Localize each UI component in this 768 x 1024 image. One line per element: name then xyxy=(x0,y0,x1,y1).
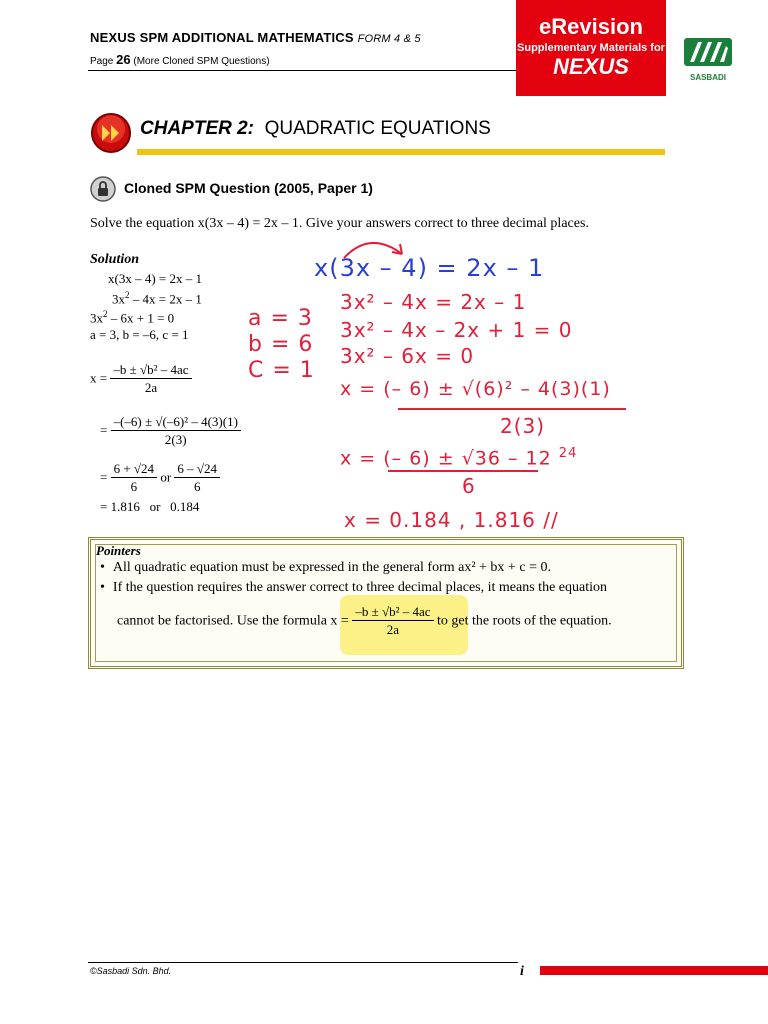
solution-heading: Solution xyxy=(90,252,140,267)
erevision-title: eRevision xyxy=(539,14,643,39)
handwritten-line-8: 6 xyxy=(462,474,476,498)
page-info xyxy=(90,52,270,67)
solution-line-1: x(3x – 4) = 2x – 1 xyxy=(108,271,202,286)
sasbadi-logo xyxy=(680,34,736,82)
supplementary-label: Supplementary Materials for xyxy=(517,42,665,54)
sasbadi-logo-mark xyxy=(682,34,734,68)
page-roman: i xyxy=(520,964,524,979)
simplified-step: = $\frac{6 + √24}{6}$ or $\frac{6 - √24}{6}$ xyxy=(100,461,220,496)
pointers-heading: Pointers xyxy=(96,543,141,558)
handwritten-line-7: x = (– 6) ± √36 – 12 $^{24}$ xyxy=(340,446,578,470)
question-heading: Cloned SPM Question (2005, Paper 1) xyxy=(124,180,373,196)
handwritten-fraction-bar-2 xyxy=(388,470,538,472)
footer-rule xyxy=(88,962,518,963)
header-title xyxy=(90,30,421,45)
handwritten-line-5: x = (– 6) ± √(6)² – 4(3)(1) xyxy=(340,378,611,400)
handwritten-line-6: 2(3) xyxy=(500,414,546,438)
handwritten-a: a = 3 xyxy=(248,306,313,331)
chapter-label: CHAPTER 2: xyxy=(140,118,255,139)
handwritten-line-2: 3x² – 4x = 2x – 1 xyxy=(340,290,527,314)
question-text: Solve the equation x(3x – 4) = 2x – 1. Give your answers correct to three decimal places. xyxy=(90,216,589,231)
handwritten-fraction-bar-1 xyxy=(398,408,626,410)
solution-line-2: $3x^2 - 4x = 2x - 1$ xyxy=(112,290,202,307)
handwritten-line-3: 3x² – 4x – 2x + 1 = 0 xyxy=(340,318,573,342)
footer-bar xyxy=(540,966,768,975)
pointer-bullet-2-cont: cannot be factorised. Use the formula x = $\frac{\text{–b ± √b² – 4ac}}{2a}$ to get the roots of the equation. xyxy=(117,604,612,637)
solution-line-4: a = 3, b = –6, c = 1 xyxy=(90,327,189,342)
final-answer: = 1.816 or 0.184 xyxy=(100,499,200,514)
page-note: (More Cloned SPM Questions) xyxy=(133,56,270,67)
substitution-step: = $\frac{\text{–(–6) ± √(–6)² – 4(3)(1)}}{2(3)}$ xyxy=(100,414,241,449)
form-label: FORM 4 & 5 xyxy=(357,33,421,45)
page-label: Page xyxy=(90,56,114,67)
copyright: ©Sasbadi Sdn. Bhd. xyxy=(90,966,172,976)
chapter-icon xyxy=(90,112,132,159)
erevision-banner xyxy=(516,0,666,96)
header-rule xyxy=(88,70,518,71)
handwritten-b: b = 6 xyxy=(248,332,314,357)
nexus-label: NEXUS xyxy=(553,54,629,79)
pointer-bullet-1: • All quadratic equation must be expressed in the general form ax² + bx + c = 0. xyxy=(100,560,551,575)
handwritten-line-1: x(3x – 4) = 2x – 1 xyxy=(314,254,545,282)
book-title: NEXUS SPM ADDITIONAL MATHEMATICS xyxy=(90,30,354,45)
quadratic-formula: x = $\frac{\text{–b ± √b² – 4ac}}{2a}$ xyxy=(90,362,192,397)
handwritten-c: C = 1 xyxy=(248,358,315,383)
lock-icon xyxy=(90,176,116,207)
chapter-name: QUADRATIC EQUATIONS xyxy=(264,118,491,139)
chapter-underline xyxy=(137,149,665,155)
handwritten-line-4: 3x² – 6x = 0 xyxy=(340,344,475,368)
solution-line-3: $3x^2 - 6x + 1 = 0$ xyxy=(90,309,175,326)
chapter-title xyxy=(140,118,491,140)
publisher-name: SASBADI xyxy=(689,73,726,82)
pointer-bullet-2: • If the question requires the answer correct to three decimal places, it means the equation xyxy=(100,580,607,595)
handwritten-answer: x = 0.184 , 1.816 // xyxy=(344,508,559,532)
page-number: 26 xyxy=(116,52,131,67)
